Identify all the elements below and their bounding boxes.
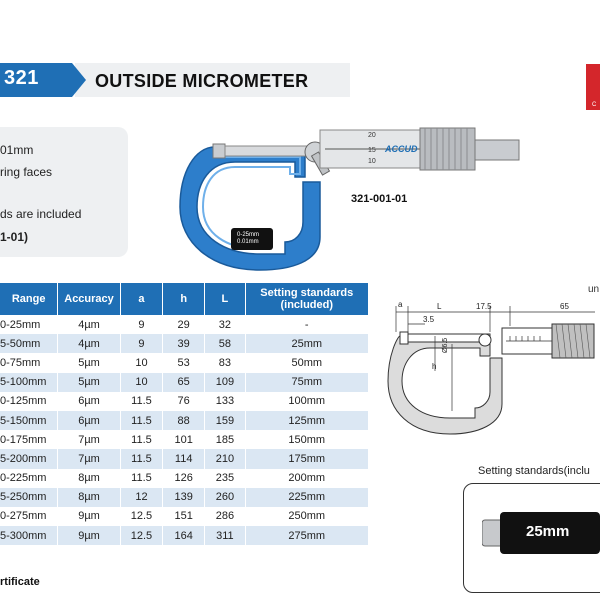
- page-title: OUTSIDE MICROMETER: [95, 71, 309, 91]
- cell-accuracy: 4µm: [58, 334, 121, 353]
- cell-h: 139: [163, 488, 205, 507]
- spec-table: [0, 283, 369, 545]
- cell-h: 39: [163, 334, 205, 353]
- feature-measuring-faces: ring faces: [0, 165, 53, 179]
- cell-l: 32: [205, 315, 245, 334]
- cell-l: 235: [205, 469, 245, 488]
- cell-l: 185: [205, 430, 245, 449]
- dim-17-5: 17.5: [476, 302, 492, 311]
- cell-h: 65: [163, 373, 205, 392]
- table-row: [0, 449, 369, 468]
- dimension-diagram: [380, 296, 600, 446]
- table-row: [0, 469, 369, 488]
- part-number: 321-001-01: [351, 193, 408, 205]
- cell-range: 0-225mm: [0, 469, 58, 488]
- cell-range: 5-250mm: [0, 488, 58, 507]
- cell-accuracy: 5µm: [58, 353, 121, 372]
- cell-h: 88: [163, 411, 205, 430]
- cell-a: 9: [120, 334, 162, 353]
- cell-a: 9: [120, 315, 162, 334]
- cell-h: 29: [163, 315, 205, 334]
- footer-note: rtificate: [0, 576, 40, 588]
- cell-setting-standard: 125mm: [245, 411, 369, 430]
- dim-diameter: Ø6.5: [442, 337, 449, 353]
- table-row: [0, 526, 369, 545]
- cell-l: 109: [205, 373, 245, 392]
- cell-h: 53: [163, 353, 205, 372]
- cell-range: 0-75mm: [0, 353, 58, 372]
- cell-a: 11.5: [120, 449, 162, 468]
- cell-h: 101: [163, 430, 205, 449]
- unit-label: un: [588, 284, 600, 295]
- cell-h: 126: [163, 469, 205, 488]
- dim-65: 65: [560, 302, 569, 311]
- cell-accuracy: 5µm: [58, 373, 121, 392]
- frame-label: [237, 232, 259, 246]
- thimble-scale-15: 15: [368, 147, 376, 154]
- col-range: Range: [0, 283, 58, 315]
- table-row: [0, 411, 369, 430]
- product-code: 321: [4, 67, 39, 89]
- cell-setting-standard: 25mm: [245, 334, 369, 353]
- col-accuracy: Accuracy: [58, 283, 121, 315]
- col-h: h: [163, 283, 205, 315]
- cell-setting-standard: 100mm: [245, 392, 369, 411]
- cell-range: 5-50mm: [0, 334, 58, 353]
- cell-a: 10: [120, 353, 162, 372]
- table-row: [0, 488, 369, 507]
- setting-standard-size: 25mm: [526, 523, 570, 540]
- cell-range: 0-275mm: [0, 507, 58, 526]
- cell-setting-standard: 50mm: [245, 353, 369, 372]
- table-row: [0, 353, 369, 372]
- cell-l: 286: [205, 507, 245, 526]
- cell-accuracy: 8µm: [58, 488, 121, 507]
- cell-range: 5-300mm: [0, 526, 58, 545]
- micrometer-illustration: [175, 122, 525, 272]
- col-a: a: [120, 283, 162, 315]
- cell-range: 0-175mm: [0, 430, 58, 449]
- table-row: [0, 392, 369, 411]
- feature-standards: ds are included: [0, 207, 82, 221]
- cell-l: 311: [205, 526, 245, 545]
- cell-accuracy: 8µm: [58, 469, 121, 488]
- cell-accuracy: 9µm: [58, 526, 121, 545]
- feature-resolution: 01mm: [0, 143, 34, 157]
- cell-l: 58: [205, 334, 245, 353]
- cell-accuracy: 7µm: [58, 430, 121, 449]
- table-row: [0, 430, 369, 449]
- table-row: [0, 334, 369, 353]
- cell-a: 12.5: [120, 526, 162, 545]
- cell-accuracy: 6µm: [58, 392, 121, 411]
- cell-accuracy: 6µm: [58, 411, 121, 430]
- cell-a: 12: [120, 488, 162, 507]
- thimble-scale-20: 20: [368, 132, 376, 139]
- table-row: [0, 315, 369, 334]
- table-header-row: [0, 283, 369, 315]
- cell-a: 11.5: [120, 469, 162, 488]
- dim-3-5: 3.5: [423, 315, 435, 324]
- feature-part-ref: 1-01): [0, 230, 29, 244]
- cell-accuracy: 9µm: [58, 507, 121, 526]
- dim-l: L: [437, 302, 442, 311]
- cell-setting-standard: 225mm: [245, 488, 369, 507]
- cell-l: 260: [205, 488, 245, 507]
- cell-setting-standard: 275mm: [245, 526, 369, 545]
- col-l: L: [205, 283, 245, 315]
- cell-range: 0-125mm: [0, 392, 58, 411]
- dim-h: h: [432, 362, 437, 371]
- cell-a: 11.5: [120, 392, 162, 411]
- cell-setting-standard: 200mm: [245, 469, 369, 488]
- cell-h: 164: [163, 526, 205, 545]
- cell-setting-standard: 175mm: [245, 449, 369, 468]
- cell-l: 83: [205, 353, 245, 372]
- frame-label-range: 0-25mm: [237, 232, 260, 238]
- cell-l: 210: [205, 449, 245, 468]
- brand-letter: C: [592, 102, 597, 108]
- cell-l: 133: [205, 392, 245, 411]
- cell-setting-standard: -: [245, 315, 369, 334]
- col-setting-standards: Setting standards (included): [245, 283, 369, 315]
- cell-a: 12.5: [120, 507, 162, 526]
- features-box: [0, 127, 128, 257]
- cell-h: 76: [163, 392, 205, 411]
- table-row: [0, 373, 369, 392]
- cell-setting-standard: 75mm: [245, 373, 369, 392]
- dim-a: a: [398, 300, 403, 309]
- brand-label: ACCUD: [385, 144, 418, 154]
- cell-setting-standard: 250mm: [245, 507, 369, 526]
- setting-standards-label: Setting standards(inclu: [478, 465, 590, 477]
- cell-setting-standard: 150mm: [245, 430, 369, 449]
- cell-l: 159: [205, 411, 245, 430]
- cell-range: 5-150mm: [0, 411, 58, 430]
- thimble-scale-10: 10: [368, 158, 376, 165]
- cell-range: 0-25mm: [0, 315, 58, 334]
- cell-range: 5-200mm: [0, 449, 58, 468]
- table-row: [0, 507, 369, 526]
- cell-a: 11.5: [120, 430, 162, 449]
- cell-a: 10: [120, 373, 162, 392]
- cell-range: 5-100mm: [0, 373, 58, 392]
- cell-h: 114: [163, 449, 205, 468]
- cell-accuracy: 7µm: [58, 449, 121, 468]
- cell-h: 151: [163, 507, 205, 526]
- cell-a: 11.5: [120, 411, 162, 430]
- cell-accuracy: 4µm: [58, 315, 121, 334]
- frame-label-resolution: 0.01mm: [237, 239, 259, 245]
